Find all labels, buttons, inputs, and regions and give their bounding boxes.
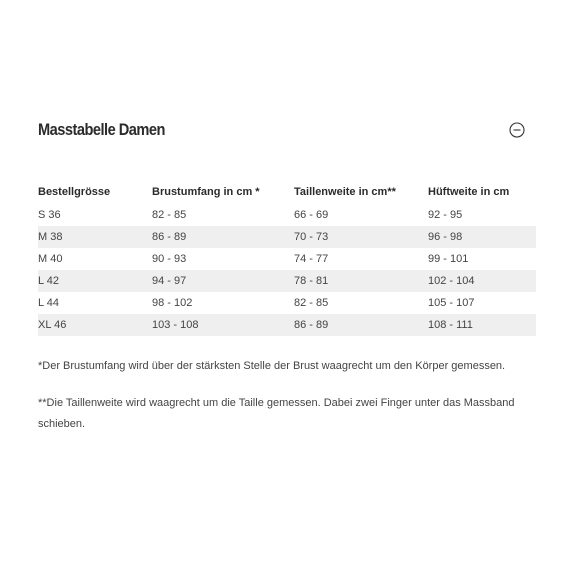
table-cell: 94 - 97 bbox=[152, 270, 294, 292]
column-header-hip: Hüftweite in cm bbox=[428, 186, 510, 198]
table-cell: 105 - 107 bbox=[428, 297, 475, 309]
table-row bbox=[38, 270, 536, 292]
table-cell: S 36 bbox=[38, 209, 61, 221]
size-table bbox=[38, 182, 536, 336]
table-cell: XL 46 bbox=[38, 314, 152, 336]
table-cell: 66 - 69 bbox=[294, 209, 329, 221]
table-cell: 86 - 89 bbox=[294, 314, 428, 336]
table-cell: M 38 bbox=[38, 226, 152, 248]
table-row bbox=[38, 226, 536, 248]
table-cell: 98 - 102 bbox=[152, 297, 193, 309]
table-cell: 74 - 77 bbox=[294, 253, 329, 265]
table-header-row bbox=[38, 182, 536, 204]
table-cell: 86 - 89 bbox=[152, 226, 294, 248]
measurement-notes bbox=[38, 356, 518, 435]
size-chart-header[interactable] bbox=[38, 118, 536, 142]
column-header-bust: Brustumfang in cm * bbox=[152, 186, 260, 198]
table-cell: 108 - 111 bbox=[428, 314, 536, 336]
size-chart-panel bbox=[38, 118, 536, 451]
table-cell: 82 - 85 bbox=[294, 297, 329, 309]
table-row bbox=[38, 204, 536, 226]
table-row bbox=[38, 292, 536, 314]
column-header-order-size: Bestellgrösse bbox=[38, 186, 111, 198]
table-cell: 90 - 93 bbox=[152, 253, 187, 265]
table-cell: L 44 bbox=[38, 297, 60, 309]
collapse-minus-icon[interactable] bbox=[508, 121, 526, 139]
table-cell: 99 - 101 bbox=[428, 253, 469, 265]
table-cell: L 42 bbox=[38, 270, 152, 292]
table-cell: M 40 bbox=[38, 253, 63, 265]
table-cell: 102 - 104 bbox=[428, 270, 536, 292]
table-cell: 103 - 108 bbox=[152, 314, 294, 336]
table-row bbox=[38, 248, 536, 270]
table-row bbox=[38, 314, 536, 336]
table-cell: 82 - 85 bbox=[152, 209, 187, 221]
table-cell: 70 - 73 bbox=[294, 226, 428, 248]
size-chart-title: Masstabelle Damen bbox=[38, 120, 165, 139]
bust-note: *Der Brustumfang wird über der stärksten Stelle der Brust waagrecht um den Körper gemessen. bbox=[38, 360, 506, 372]
waist-note: **Die Taillenweite wird waagrecht um die Taille gemessen. Dabei zwei Finger unter das Massband schieben. bbox=[38, 397, 515, 430]
column-header-waist: Taillenweite in cm** bbox=[294, 186, 396, 198]
table-cell: 92 - 95 bbox=[428, 209, 463, 221]
table-cell: 96 - 98 bbox=[428, 226, 536, 248]
table-cell: 78 - 81 bbox=[294, 270, 428, 292]
